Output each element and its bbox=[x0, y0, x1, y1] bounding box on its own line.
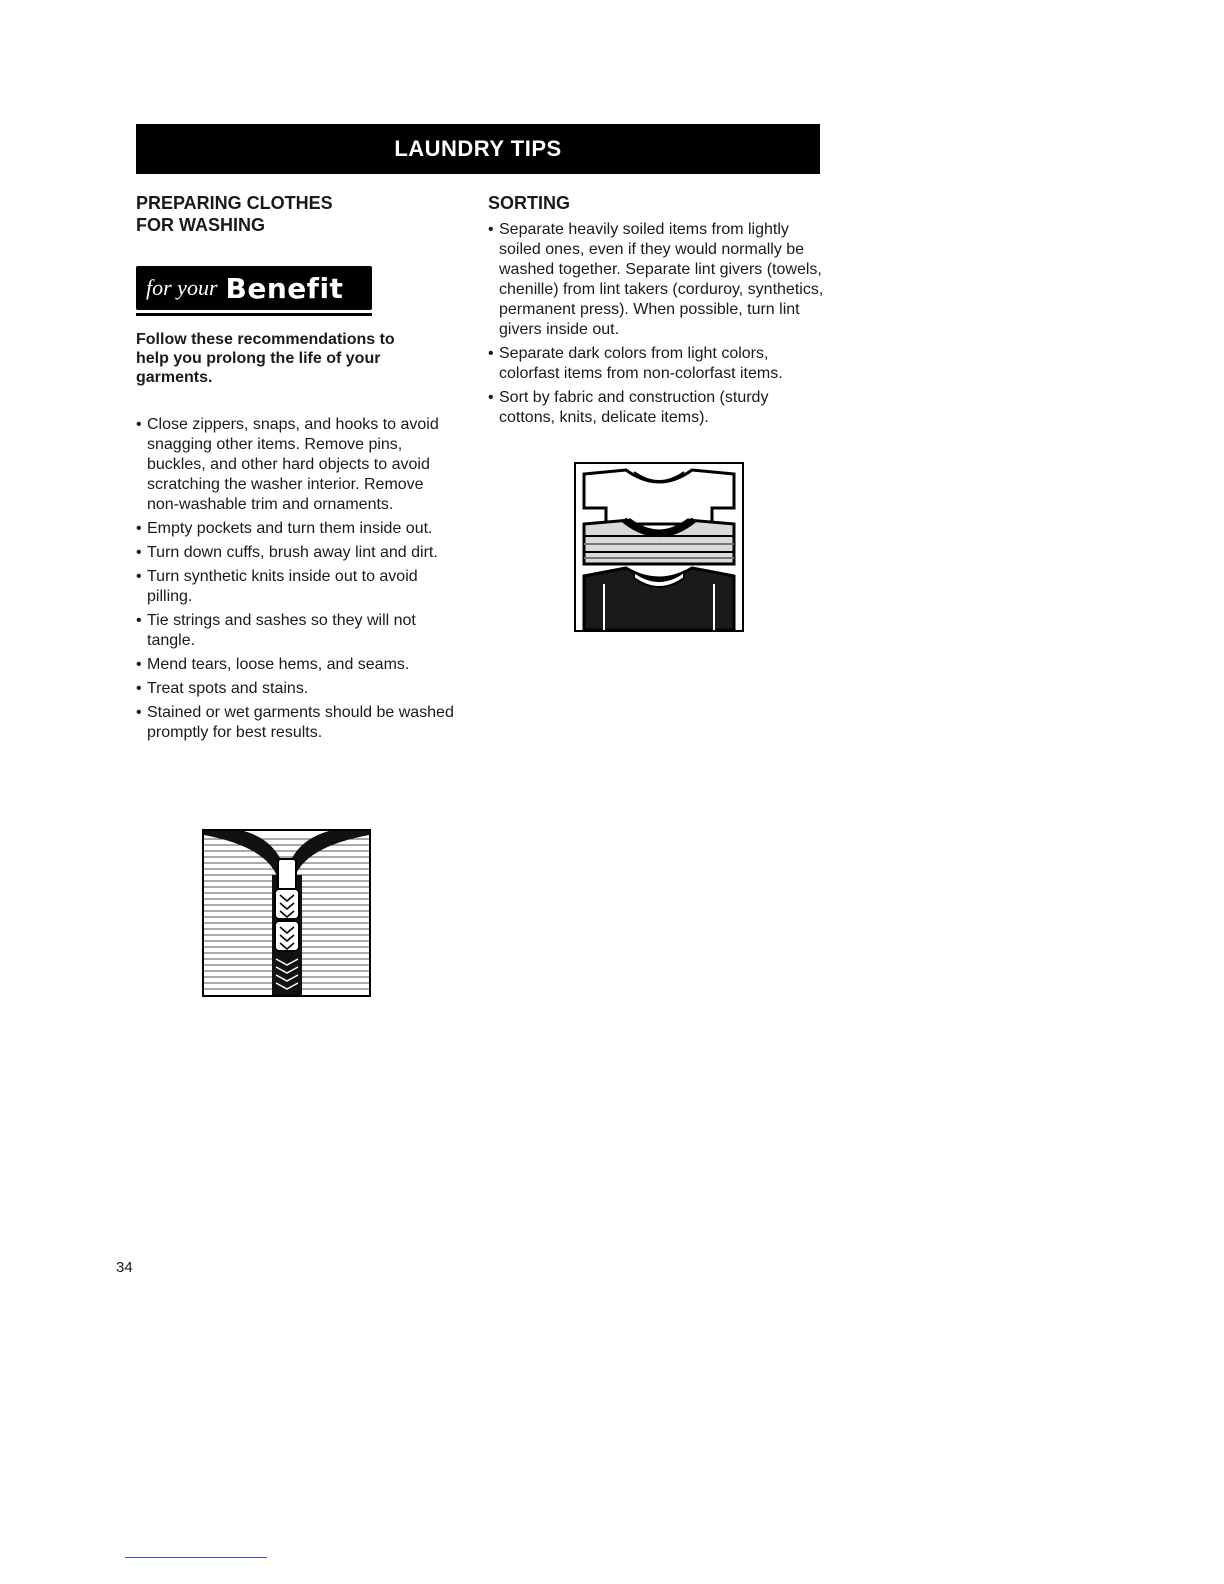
list-item: • Separate dark colors from light colors, colorfast items from non-colorfast items. bbox=[488, 344, 824, 384]
sorting-heading: SORTING bbox=[488, 193, 571, 213]
badge-small-text: for your bbox=[146, 275, 218, 300]
footer-rule bbox=[125, 1557, 267, 1558]
list-item: • Separate heavily soiled items from lightly soiled ones, even if they would normally be washed together. Separate lint givers (towels, chenille) from lint takers (corduroy, synthetics, permanent press). When possible, turn lint givers inside out. bbox=[488, 220, 824, 340]
list-item: • Turn down cuffs, brush away lint and dirt. bbox=[136, 543, 456, 563]
for-your-benefit-badge bbox=[136, 266, 372, 310]
stacked-shirts-illustration-icon bbox=[574, 462, 744, 632]
list-item: • Close zippers, snaps, and hooks to avoid snagging other items. Remove pins, buckles, and other hard objects to avoid scratching the washer interior. Remove non-washable trim and ornaments. bbox=[136, 415, 456, 515]
list-item: • Treat spots and stains. bbox=[136, 679, 456, 699]
list-item: • Mend tears, loose hems, and seams. bbox=[136, 655, 456, 675]
list-item: • Turn synthetic knits inside out to avoid pilling. bbox=[136, 567, 456, 607]
preparing-heading bbox=[136, 192, 466, 236]
preparing-heading-line2: FOR WASHING bbox=[136, 215, 265, 235]
list-item: • Empty pockets and turn them inside out. bbox=[136, 519, 456, 539]
list-item: • Sort by fabric and construction (sturdy cottons, knits, delicate items). bbox=[488, 388, 824, 428]
banner-title: LAUNDRY TIPS bbox=[394, 136, 562, 161]
preparing-list bbox=[136, 415, 456, 743]
preparing-heading-line1: PREPARING CLOTHES bbox=[136, 193, 333, 213]
badge-big-text: Benefit bbox=[225, 271, 344, 305]
page-number: 34 bbox=[116, 1259, 133, 1276]
sorting-section bbox=[488, 192, 828, 432]
list-item: • Tie strings and sashes so they will not tangle. bbox=[136, 611, 456, 651]
preparing-section bbox=[136, 192, 466, 747]
list-item: • Stained or wet garments should be washed promptly for best results. bbox=[136, 703, 456, 743]
page-banner bbox=[136, 124, 820, 174]
sorting-list bbox=[488, 220, 824, 428]
preparing-intro: Follow these recommendations to help you prolong the life of your garments. bbox=[136, 331, 395, 386]
zipper-illustration-icon bbox=[202, 829, 371, 997]
